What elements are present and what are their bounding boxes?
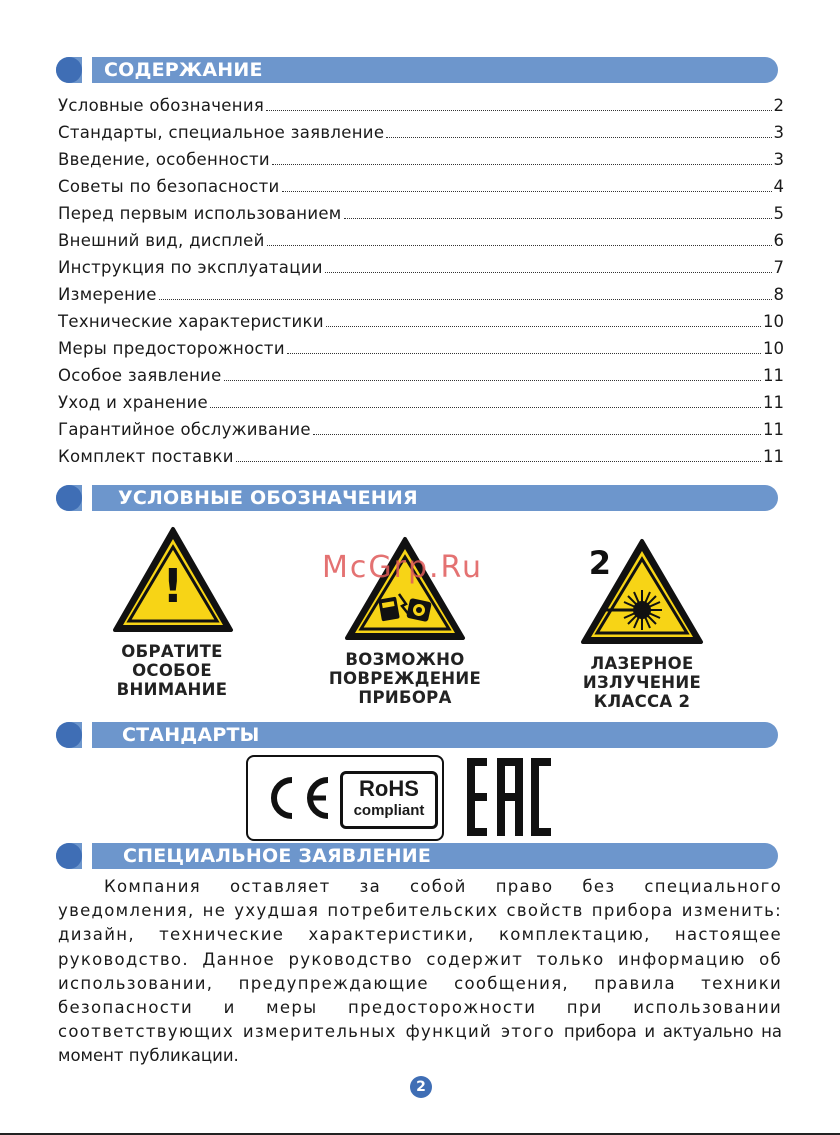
eac-mark-icon bbox=[465, 756, 553, 838]
toc-title: Уход и хранение bbox=[58, 393, 208, 412]
toc-row bbox=[58, 312, 784, 339]
toc-leader-dots bbox=[386, 137, 771, 138]
toc-page-number: 11 bbox=[763, 420, 784, 439]
section-title-standards: СТАНДАРТЫ bbox=[122, 724, 260, 746]
section-title-statement: СПЕЦИАЛЬНОЕ ЗАЯВЛЕНИЕ bbox=[123, 845, 432, 867]
label-possible-damage: ВОЗМОЖНО ПОВРЕЖДЕНИЕ ПРИБОРА bbox=[328, 650, 482, 707]
section-bar-symbols bbox=[56, 485, 778, 511]
toc-row bbox=[58, 447, 784, 474]
toc-leader-dots bbox=[344, 218, 772, 219]
section-bar-standards bbox=[56, 722, 778, 748]
toc-row bbox=[58, 393, 784, 420]
toc-leader-dots bbox=[236, 461, 761, 462]
section-bar-statement bbox=[56, 843, 778, 869]
toc-title: Внешний вид, дисплей bbox=[58, 231, 265, 250]
toc-leader-dots bbox=[224, 380, 761, 381]
toc-title: Гарантийное обслуживание bbox=[58, 420, 311, 439]
toc-row bbox=[58, 204, 784, 231]
toc-leader-dots bbox=[325, 272, 772, 273]
toc-title: Меры предосторожности bbox=[58, 339, 285, 358]
toc-title: Условные обозначения bbox=[58, 96, 265, 115]
toc-row bbox=[58, 150, 784, 177]
toc-row bbox=[58, 231, 784, 258]
certification-box bbox=[246, 755, 444, 841]
toc-row bbox=[58, 123, 784, 150]
toc-row bbox=[58, 366, 784, 393]
toc-page-number: 5 bbox=[773, 204, 784, 223]
statement-paragraph: Компания оставляет за собой право без специального уведомления, не ухудшая потребительских свойств прибора изменить: дизайн, технические характеристики, комплектацию, настоящее руководство. Данное руководство содержит только информацию об использовании, предупреждающие сообщения, правила техники безопасности и меры предосторожности при использовании соответствующих измерительных функций этого прибора и актуально на момент публикации. bbox=[58, 877, 782, 1066]
toc-leader-dots bbox=[326, 326, 761, 327]
toc-page-number: 8 bbox=[773, 285, 784, 304]
section-title-contents: СОДЕРЖАНИЕ bbox=[104, 59, 263, 81]
toc-title: Перед первым использованием bbox=[58, 204, 342, 223]
toc-page-number: 4 bbox=[773, 177, 784, 196]
toc-leader-dots bbox=[210, 407, 761, 408]
toc-title: Инструкция по эксплуатации bbox=[58, 258, 323, 277]
bullet-dot bbox=[56, 57, 82, 83]
toc-leader-dots bbox=[272, 164, 772, 165]
toc-page-number: 10 bbox=[763, 339, 784, 358]
toc-title: Комплект поставки bbox=[58, 447, 234, 466]
toc-leader-dots bbox=[159, 299, 772, 300]
toc-title: Измерение bbox=[58, 285, 157, 304]
exclamation-mark: ! bbox=[162, 559, 184, 613]
toc-page-number: 2 bbox=[773, 96, 784, 115]
toc-page-number: 7 bbox=[773, 258, 784, 277]
toc-page-number: 3 bbox=[773, 123, 784, 142]
toc-title: Введение, особенности bbox=[58, 150, 270, 169]
toc-row bbox=[58, 96, 784, 123]
toc-leader-dots bbox=[287, 353, 761, 354]
toc-page-number: 10 bbox=[763, 312, 784, 331]
bullet-dot bbox=[56, 485, 82, 511]
toc-page-number: 3 bbox=[773, 150, 784, 169]
toc-row bbox=[58, 258, 784, 285]
toc-title: Стандарты, специальное заявление bbox=[58, 123, 385, 142]
label-laser-radiation: ЛАЗЕРНОЕ ИЗЛУЧЕНИЕ КЛАССА 2 bbox=[582, 654, 702, 711]
toc-leader-dots bbox=[282, 191, 772, 192]
toc-row bbox=[58, 420, 784, 447]
ce-mark-icon bbox=[260, 775, 334, 821]
page-number: 2 bbox=[410, 1076, 432, 1098]
bullet-dot bbox=[56, 722, 82, 748]
toc-page-number: 6 bbox=[773, 231, 784, 250]
toc-title: Особое заявление bbox=[58, 366, 222, 385]
laser-radiation-icon bbox=[580, 538, 704, 646]
toc-row bbox=[58, 339, 784, 366]
section-bar-contents bbox=[56, 57, 778, 83]
toc-row bbox=[58, 285, 784, 312]
rohs-badge: RoHS compliant bbox=[340, 771, 438, 829]
toc-leader-dots bbox=[266, 110, 771, 111]
laser-class-number: 2 bbox=[588, 544, 612, 582]
section-title-symbols: УСЛОВНЫЕ ОБОЗНАЧЕНИЯ bbox=[118, 487, 418, 509]
toc-leader-dots bbox=[267, 245, 772, 246]
toc-page-number: 11 bbox=[763, 393, 784, 412]
table-of-contents bbox=[58, 96, 784, 474]
toc-title: Советы по безопасности bbox=[58, 177, 280, 196]
toc-page-number: 11 bbox=[763, 447, 784, 466]
watermark: McGrp.Ru bbox=[322, 550, 484, 585]
bullet-dot bbox=[56, 843, 82, 869]
toc-leader-dots bbox=[313, 434, 761, 435]
label-attention: ОБРАТИТЕ ОСОБОЕ ВНИМАНИЕ bbox=[116, 642, 228, 699]
toc-page-number: 11 bbox=[763, 366, 784, 385]
toc-row bbox=[58, 177, 784, 204]
toc-title: Технические характеристики bbox=[58, 312, 324, 331]
